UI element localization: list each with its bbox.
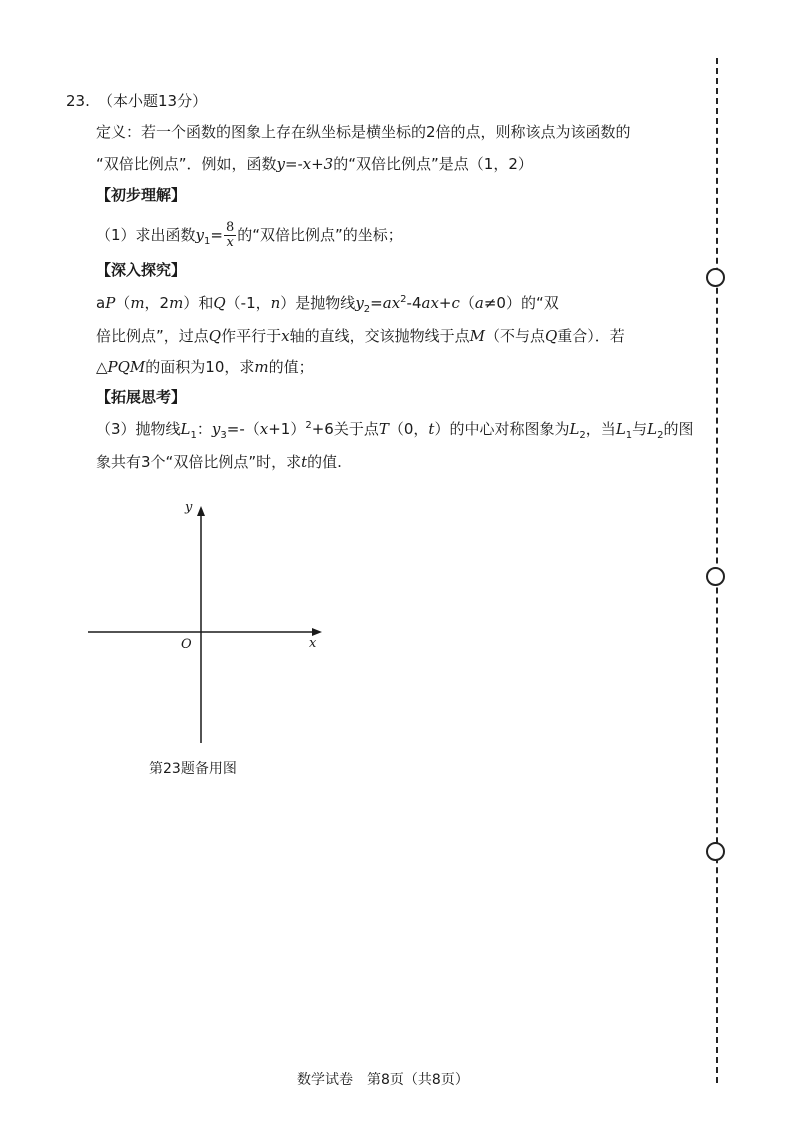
section-heading-1: 【初步理解】 bbox=[96, 186, 187, 204]
point-Q: Q bbox=[544, 327, 558, 345]
binding-hole-icon bbox=[706, 268, 725, 287]
section-heading-2: 【深入探究】 bbox=[96, 261, 187, 279]
text: （ bbox=[459, 294, 475, 312]
question-points: （本小题13分） bbox=[98, 92, 208, 110]
text: = bbox=[370, 294, 383, 312]
text: 作平行于 bbox=[221, 327, 282, 345]
text: （3）抛物线 bbox=[96, 420, 181, 438]
subscript: 2 bbox=[657, 430, 664, 441]
subscript: 1 bbox=[204, 236, 211, 247]
point-T: T bbox=[378, 420, 389, 438]
var-x: x bbox=[281, 327, 290, 345]
text: （0， bbox=[388, 420, 429, 438]
x-axis-arrow-icon bbox=[312, 628, 322, 636]
part-1-suffix: 的“双倍比例点”的坐标； bbox=[237, 226, 403, 244]
text: 倍比例点”，过点 bbox=[96, 327, 209, 345]
equals-sign: = bbox=[210, 226, 223, 244]
coordinate-axes-figure bbox=[80, 495, 340, 775]
text: ）的中心对称图象为 bbox=[434, 420, 570, 438]
subscript: 1 bbox=[190, 430, 197, 441]
part-1-text bbox=[96, 221, 403, 250]
text: （-1， bbox=[225, 294, 271, 312]
definition-line-1 bbox=[96, 125, 631, 140]
definition-line-2 bbox=[96, 157, 533, 172]
part-3-line-1 bbox=[96, 420, 694, 441]
text: ）和 bbox=[183, 294, 214, 312]
origin-label: O bbox=[181, 637, 192, 652]
var-t: t bbox=[301, 453, 308, 471]
y-axis-arrow-icon bbox=[197, 506, 205, 516]
point-Q: Q bbox=[213, 294, 226, 312]
var-ax: ax bbox=[421, 294, 439, 312]
part-2-line-3 bbox=[96, 360, 314, 375]
question-number: 23. bbox=[66, 92, 90, 110]
part-1-prefix: （1）求出函数 bbox=[96, 226, 196, 244]
figure-caption: 第23题备用图 bbox=[149, 761, 237, 777]
text: ≠0）的“双 bbox=[483, 294, 559, 312]
fraction-denominator: x bbox=[226, 235, 234, 250]
point-M: M bbox=[469, 327, 485, 345]
var-t: t bbox=[428, 420, 435, 438]
definition-prefix: 定义： bbox=[96, 123, 142, 141]
page-footer: 数学试卷 第8页（共8页） bbox=[297, 1072, 469, 1088]
subscript: 2 bbox=[363, 304, 371, 315]
var-y: y bbox=[355, 294, 364, 312]
text: +1） bbox=[268, 420, 306, 438]
triangle-symbol: △ bbox=[96, 358, 108, 376]
text: （不与点 bbox=[484, 327, 545, 345]
subscript: 1 bbox=[625, 430, 633, 441]
var-m: m bbox=[130, 294, 145, 312]
definition-text: “双倍比例点”．例如，函数 bbox=[96, 155, 277, 173]
text: + bbox=[438, 294, 452, 312]
section-heading-3: 【拓展思考】 bbox=[96, 388, 187, 406]
part-3-line-2 bbox=[96, 455, 342, 470]
text: 轴的直线，交该抛物线于点 bbox=[289, 327, 470, 345]
point-P: P bbox=[105, 294, 116, 312]
text: 的面积为10，求 bbox=[145, 358, 255, 376]
text: a bbox=[96, 294, 106, 312]
binding-hole-icon bbox=[706, 567, 725, 586]
var-L: L bbox=[647, 420, 658, 438]
part-2-line-1 bbox=[96, 294, 559, 315]
subscript: 2 bbox=[579, 430, 586, 441]
triangle-PQM: PQM bbox=[107, 358, 146, 376]
var-c: c bbox=[451, 294, 460, 312]
text: +6关于点 bbox=[311, 420, 379, 438]
var-L: L bbox=[569, 420, 580, 438]
superscript: 2 bbox=[400, 294, 407, 305]
definition-text: 若一个函数的图象上存在纵坐标是横坐标的2倍的点，则称该点为该函数的 bbox=[141, 123, 631, 141]
var-m: m bbox=[169, 294, 184, 312]
text: 重合）．若 bbox=[557, 327, 625, 345]
text: ，当 bbox=[585, 420, 616, 438]
text: 的值； bbox=[268, 358, 314, 376]
text: 与 bbox=[632, 420, 648, 438]
text: ： bbox=[196, 420, 212, 438]
text: -4 bbox=[406, 294, 422, 312]
definition-text: 的“双倍比例点”是点（1，2） bbox=[333, 155, 533, 173]
fraction-numerator: 8 bbox=[225, 220, 235, 235]
var-ax: ax bbox=[382, 294, 401, 312]
var-x: x bbox=[259, 420, 269, 438]
superscript: 2 bbox=[305, 420, 312, 431]
text: （ bbox=[115, 294, 131, 312]
var-L: L bbox=[615, 420, 626, 438]
part-2-line-2 bbox=[96, 329, 625, 344]
example-function: y=-x+3 bbox=[276, 155, 334, 173]
binding-hole-icon bbox=[706, 842, 725, 861]
var-a: a bbox=[474, 294, 484, 312]
fraction bbox=[224, 221, 236, 250]
text: =-（ bbox=[226, 420, 260, 438]
text: 象共有3个“双倍比例点”时，求 bbox=[96, 453, 302, 471]
text: ，2 bbox=[144, 294, 170, 312]
var-n: n bbox=[270, 294, 281, 312]
text: 的值. bbox=[307, 453, 342, 471]
var-y: y bbox=[211, 420, 221, 438]
text: ）是抛物线 bbox=[280, 294, 356, 312]
x-axis-label: x bbox=[309, 636, 317, 651]
point-Q: Q bbox=[208, 327, 222, 345]
text: 的图 bbox=[663, 420, 694, 438]
var-m: m bbox=[254, 358, 269, 376]
y-axis-label: y bbox=[185, 500, 193, 515]
var-y: y bbox=[195, 226, 205, 244]
subscript: 3 bbox=[220, 430, 227, 441]
var-L: L bbox=[180, 420, 191, 438]
